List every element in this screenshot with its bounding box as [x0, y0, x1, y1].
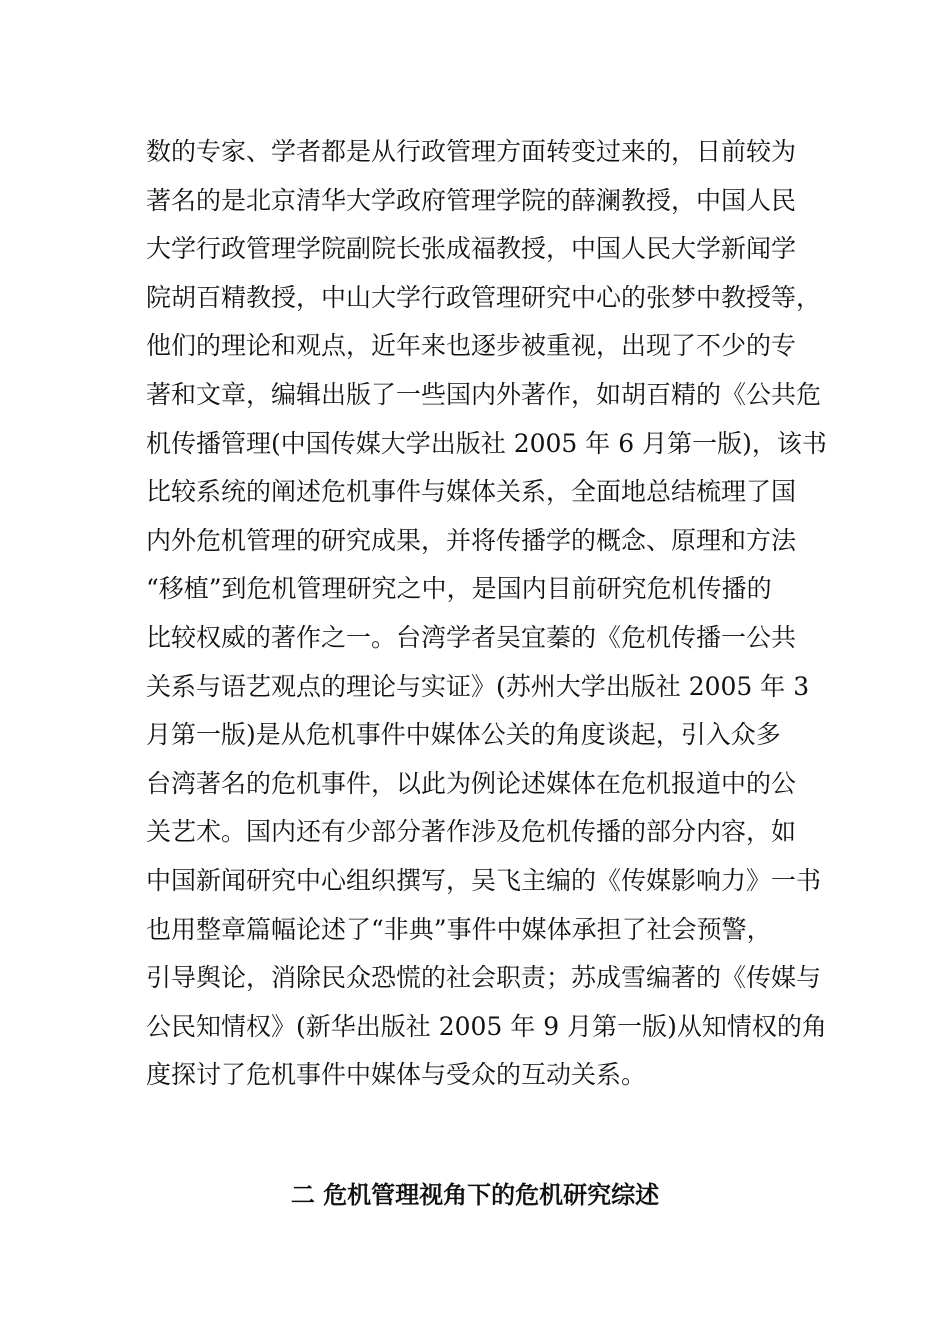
paragraph-line: 比较系统的阐述危机事件与媒体关系，全面地总结梳理了国: [146, 477, 797, 507]
paragraph-line: 公民知情权》(新华出版社 2005 年 9 月第一版)从知情权的角: [146, 1011, 827, 1041]
paragraph-line: 关艺术。国内还有少部分著作涉及危机传播的部分内容，如: [146, 817, 797, 847]
paragraph-line: 比较权威的著作之一。台湾学者吴宜蓁的《危机传播一公共: [146, 622, 797, 652]
paragraph-line: 大学行政管理学院副院长张成福教授，中国人民大学新闻学: [146, 234, 797, 264]
paragraph-line: 院胡百精教授，中山大学行政管理研究中心的张梦中教授等，: [146, 282, 822, 312]
paragraph-line: 月第一版)是从危机事件中媒体公关的角度谈起，引入众多: [146, 720, 781, 750]
paragraph-line: 中国新闻研究中心组织撰写，吴飞主编的《传媒影响力》一书: [146, 865, 822, 895]
paragraph-line: 数的专家、学者都是从行政管理方面转变过来的，日前较为: [146, 137, 797, 166]
section-heading: 二 危机管理视角下的危机研究综述: [290, 1181, 660, 1209]
body-paragraph: [146, 128, 836, 1100]
paragraph-line: 台湾著名的危机事件，以此为例论述媒体在危机报道中的公: [146, 768, 797, 798]
paragraph-line: 内外危机管理的研究成果，并将传播学的概念、原理和方法: [146, 525, 797, 555]
paragraph-line: 他们的理论和观点，近年来也逐步被重视，出现了不少的专: [146, 331, 797, 361]
paragraph-line: 度探讨了危机事件中媒体与受众的互动关系。: [146, 1060, 647, 1090]
paragraph-line: 也用整章篇幅论述了“非典”事件中媒体承担了社会预警，: [146, 914, 772, 944]
paragraph-line: 著名的是北京清华大学政府管理学院的薛澜教授，中国人民: [146, 185, 797, 215]
paragraph-line: 著和文章，编辑出版了一些国内外著作，如胡百精的《公共危: [146, 379, 822, 409]
paragraph-line: 引导舆论，消除民众恐慌的社会职责；苏成雪编著的《传媒与: [146, 963, 822, 993]
paragraph-line: 机传播管理(中国传媒大学出版社 2005 年 6 月第一版)，该书: [146, 428, 827, 458]
paragraph-line: “移植”到危机管理研究之中，是国内目前研究危机传播的: [146, 574, 772, 604]
paragraph-line: 关系与语艺观点的理论与实证》(苏州大学出版社 2005 年 3: [146, 671, 810, 701]
